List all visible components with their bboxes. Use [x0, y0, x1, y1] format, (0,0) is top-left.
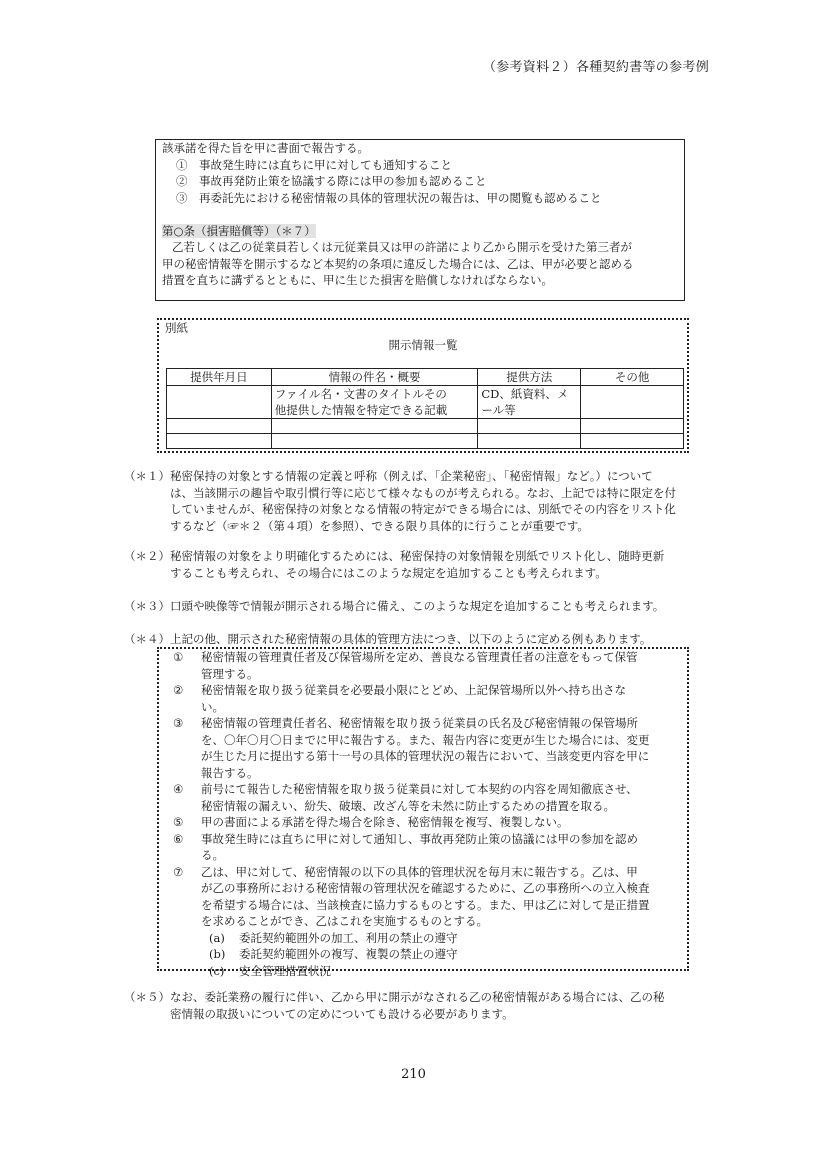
column-header: 提供年月日 — [167, 369, 272, 386]
article-line: 甲の秘密情報等を開示するなど本契約の条項に違反した場合には、乙は、甲が必要と認める — [162, 256, 634, 271]
page-number: 210 — [401, 1067, 426, 1082]
attachment-title: 開示情報一覧 — [388, 337, 458, 352]
note-line: なお、委託業務の履行に伴い、乙から甲に開示がなされる乙の秘密情報がある場合には、乙の秘 — [170, 990, 665, 1004]
table-cell — [167, 386, 272, 419]
sub-item-text: 委託契約範囲外の複写、複製の禁止の遵守 — [239, 947, 458, 961]
article-title-text: 第○条（損害賠償等）（＊７） — [162, 223, 316, 238]
management-method-box — [157, 647, 689, 978]
clause-item: ③ 再委託先における秘密情報の具体的管理状況の報告は、甲の閲覧も認めること — [176, 190, 602, 205]
attachment-box — [157, 318, 689, 453]
note-label: （＊１） — [124, 469, 170, 483]
note-line: していませんが、秘密保持の対象となる情報の特定ができる場合には、別紙でその内容をリスト化 — [170, 502, 676, 516]
sub-item-text: 委託契約範囲外の加工、利用の禁止の遵守 — [239, 930, 458, 945]
item-line: を希望する場合には、当該検査に協力するものとする。また、甲は乙に対して是正措置 — [201, 897, 650, 912]
article-title — [162, 223, 678, 240]
item-line: が乙の事務所における秘密情報の管理状況を確認するために、乙の事務所への立入検査 — [201, 881, 650, 895]
item-line: を求めることができ、乙はこれを実施するものとする。 — [201, 914, 489, 928]
item-number: ④ — [173, 782, 184, 796]
note-line: 秘密情報の対象をより明確化するためには、秘密保持の対象情報を別紙でリスト化し、随時更新 — [170, 549, 665, 563]
item-line: が生じた月に提出する第十一号の具体的管理状況の報告において、当該変更内容を甲に — [201, 749, 650, 763]
note-label: （＊４） — [124, 632, 170, 646]
table-cell — [581, 386, 684, 419]
list-item — [173, 781, 681, 814]
sub-item — [173, 946, 681, 963]
cell-line: ール等 — [481, 403, 516, 417]
sub-item — [173, 963, 681, 980]
clause-item: ① 事故発生時には直ちに甲に対しても通知すること — [176, 157, 452, 172]
item-line: る。 — [201, 848, 224, 862]
item-line: い。 — [201, 699, 224, 714]
note-line: することも考えられ、その場合にはこのような規定を追加することも考えられます。 — [170, 565, 607, 580]
list-item — [173, 682, 681, 715]
note-3 — [124, 598, 716, 615]
attachment-label: 別紙 — [165, 321, 188, 335]
note-label: （＊３） — [124, 599, 170, 613]
note-line: 秘密保持の対象とする情報の定義と呼称（例えば、「企業秘密」、「秘密情報」など。）について — [170, 469, 653, 483]
item-line: 報告する。 — [201, 765, 259, 780]
item-line: 秘密情報の管理責任者名、秘密情報を取り扱う従業員の氏名及び秘密情報の保管場所 — [201, 716, 638, 730]
table-cell — [271, 386, 478, 419]
table-cell — [478, 386, 581, 419]
item-line: 甲の書面による承諾を得た場合を除き、秘密情報を複写、複製しない。 — [201, 815, 569, 829]
list-item — [173, 649, 681, 682]
item-line: 乙は、甲に対して、秘密情報の以下の具体的管理状況を毎月末に報告する。乙は、甲 — [201, 864, 638, 879]
table-header-row — [167, 369, 684, 386]
item-number: ⑦ — [173, 864, 184, 879]
table-row — [167, 386, 684, 419]
note-label: （＊５） — [124, 990, 170, 1004]
note-line: するなど（☞＊２（第４項）を参照）、できる限り具体的に行うことが重要です。 — [170, 518, 589, 533]
note-1 — [124, 468, 716, 534]
note-4 — [124, 631, 716, 648]
clause-intro: 該承諾を得た旨を甲に書面で報告する。 — [162, 141, 369, 155]
list-item — [173, 814, 681, 831]
cell-line: CD、紙資料、メ — [481, 387, 569, 401]
item-line: 秘密情報の管理責任者及び保管場所を定め、善良なる管理責任者の注意をもって保管 — [201, 650, 638, 664]
item-number: ① — [173, 650, 184, 664]
cell-line: ファイル名・文書のタイトルその — [274, 387, 447, 401]
sub-item-number: (c) — [209, 963, 225, 978]
article-line: 措置を直ちに講ずるとともに、甲に生じた損害を賠償しなければならない。 — [162, 273, 553, 287]
note-line: 口頭や映像等で情報が開示される場合に備え、このような規定を追加することも考えられます。 — [170, 599, 665, 613]
note-2 — [124, 548, 716, 581]
note-line: 上記の他、開示された秘密情報の具体的管理方法につき、以下のように定める例もあります。 — [170, 632, 652, 646]
item-number: ⑤ — [173, 815, 184, 829]
cell-line: 他提供した情報を特定できる記載 — [274, 403, 448, 417]
item-line: 事故発生時には直ちに甲に対して通知し、事故再発防止策の協議には甲の参加を認め — [201, 831, 638, 846]
column-header: 情報の件名・概要 — [271, 369, 478, 386]
item-number: ③ — [173, 716, 184, 730]
item-line: 前号にて報告した秘密情報を取り扱う従業員に対して本契約の内容を周知徹底させ、 — [201, 782, 638, 796]
list-item — [173, 864, 681, 930]
contract-clause-box — [155, 139, 685, 301]
table-row — [167, 419, 684, 434]
item-number: ② — [173, 683, 184, 697]
sub-item — [173, 930, 681, 947]
sub-item-number: (a) — [209, 930, 225, 945]
item-number: ⑥ — [173, 831, 184, 846]
item-line: 秘密情報の漏えい、紛失、破壊、改ざん等を未然に防止するための措置を取る。 — [201, 798, 615, 813]
item-line: 管理する。 — [201, 666, 259, 681]
item-line: 秘密情報を取り扱う従業員を必要最小限にとどめ、上記保管場所以外へ持ち出さな — [201, 683, 627, 697]
table-row — [167, 434, 684, 449]
note-label: （＊２） — [124, 549, 170, 563]
article-line: 乙若しくは乙の従業員若しくは元従業員又は甲の許諾により乙から開示を受けた第三者が — [172, 240, 632, 254]
note-5 — [124, 989, 716, 1022]
column-header: その他 — [581, 369, 684, 386]
note-line: 密情報の取扱いについての定めについても設ける必要があります。 — [170, 1006, 514, 1021]
list-item — [173, 715, 681, 781]
item-line: を、〇年〇月〇日までに甲に報告する。また、報告内容に変更が生じた場合には、変更 — [201, 732, 650, 747]
note-line: は、当該開示の趣旨や取引慣行等に応じて様々なものが考えられる。なお、上記では特に限定を付 — [170, 485, 676, 500]
disclosure-table — [166, 368, 684, 449]
column-header: 提供方法 — [478, 369, 581, 386]
sub-item-text: 安全管理措置状況 — [239, 963, 331, 978]
page-header: （参考資料２）各種契約書等の参考例 — [482, 60, 709, 75]
clause-item: ② 事故再発防止策を協議する際には甲の参加も認めること — [176, 174, 487, 188]
sub-item-number: (b) — [209, 947, 226, 961]
list-item — [173, 831, 681, 864]
